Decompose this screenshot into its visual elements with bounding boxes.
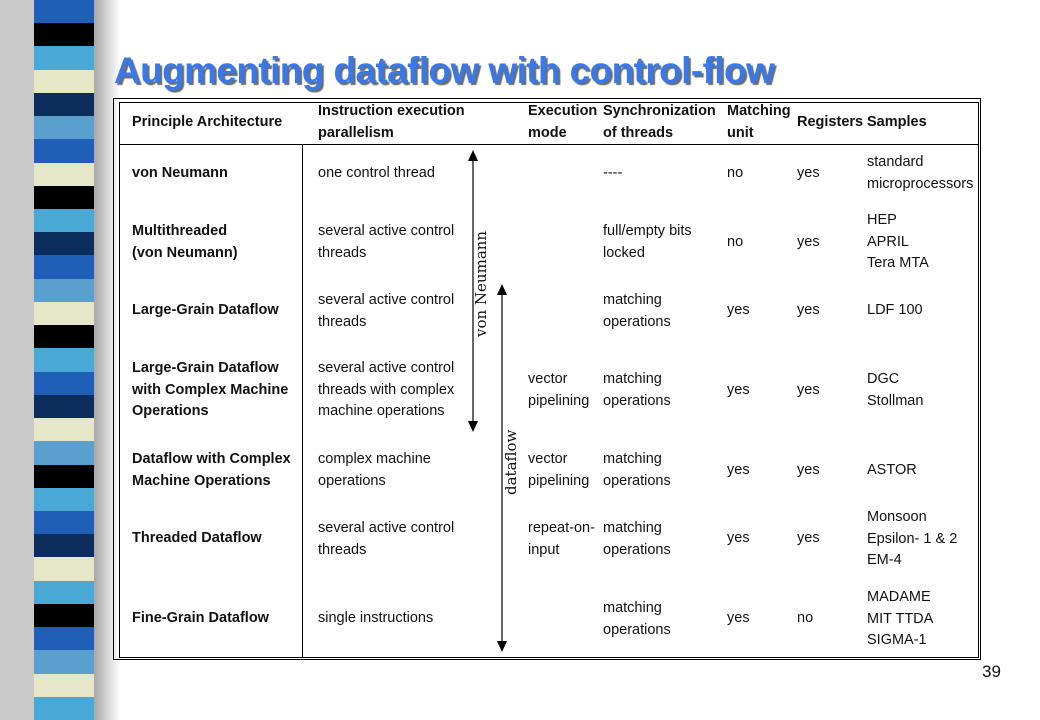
row-parallelism: several active control threads	[318, 520, 455, 558]
dataflow-label: dataflow	[502, 429, 520, 495]
row-samples: ASTOR	[867, 462, 917, 478]
row-architecture: von Neumann	[132, 165, 228, 181]
row-synchronization: matching operations	[603, 520, 671, 558]
row-registers: yes	[797, 302, 820, 318]
row-synchronization: matching operations	[603, 371, 671, 409]
row-architecture: Dataflow with Complex Machine Operations	[132, 451, 291, 489]
header-registers: Registers	[797, 114, 864, 130]
row-registers: no	[797, 610, 814, 626]
row-parallelism: several active control threads with complex machine operations	[318, 360, 455, 419]
row-samples: DGC Stollman	[867, 371, 924, 409]
row-samples: standard microprocessors	[867, 154, 974, 192]
row-parallelism: several active control threads	[318, 223, 455, 261]
row-registers: yes	[797, 165, 820, 181]
row-execution-mode: repeat-on- input	[528, 520, 595, 558]
row-architecture: Large-Grain Dataflow	[132, 302, 279, 318]
row-synchronization: full/empty bits locked	[603, 223, 692, 261]
page-number: 39	[982, 662, 1001, 681]
row-matching-unit: no	[727, 234, 744, 250]
header-parallelism: Instruction execution parallelism	[318, 103, 465, 141]
row-matching-unit: yes	[727, 610, 750, 626]
header-samples: Samples	[867, 114, 927, 130]
row-matching-unit: yes	[727, 302, 750, 318]
row-parallelism: single instructions	[318, 610, 434, 626]
row-samples: LDF 100	[867, 302, 923, 318]
row-parallelism: one control thread	[318, 165, 435, 181]
row-parallelism: complex machine operations	[318, 451, 431, 489]
row-architecture: Threaded Dataflow	[132, 530, 262, 546]
row-matching-unit: yes	[727, 382, 750, 398]
header-matching-unit: Matching unit	[727, 103, 791, 141]
row-registers: yes	[797, 382, 820, 398]
row-samples: HEP APRIL Tera MTA	[867, 212, 929, 271]
row-architecture: Fine-Grain Dataflow	[132, 610, 269, 626]
row-synchronization: ----	[603, 165, 623, 181]
row-samples: MADAME MIT TTDA SIGMA-1	[867, 589, 934, 648]
header-execution-mode: Execution mode	[528, 103, 598, 141]
row-execution-mode: vector pipelining	[528, 371, 590, 409]
row-registers: yes	[797, 234, 820, 250]
header-synchronization: Synchronization of threads	[603, 103, 716, 141]
row-parallelism: several active control threads	[318, 292, 455, 330]
row-registers: yes	[797, 462, 820, 478]
row-synchronization: matching operations	[603, 600, 671, 638]
row-matching-unit: no	[727, 165, 744, 181]
row-execution-mode: vector pipelining	[528, 451, 590, 489]
row-samples: Monsoon Epsilon- 1 & 2 EM-4	[867, 509, 958, 568]
slide-title: Augmenting dataflow with control-flow	[114, 50, 775, 91]
row-architecture: Multithreaded (von Neumann)	[132, 223, 238, 261]
row-matching-unit: yes	[727, 530, 750, 546]
row-matching-unit: yes	[727, 462, 750, 478]
row-registers: yes	[797, 530, 820, 546]
von-neumann-label: von Neumann	[472, 230, 490, 337]
row-architecture: Large-Grain Dataflow with Complex Machine Operations	[132, 360, 289, 419]
header-architecture: Principle Architecture	[132, 114, 283, 130]
row-synchronization: matching operations	[603, 451, 671, 489]
row-synchronization: matching operations	[603, 292, 671, 330]
